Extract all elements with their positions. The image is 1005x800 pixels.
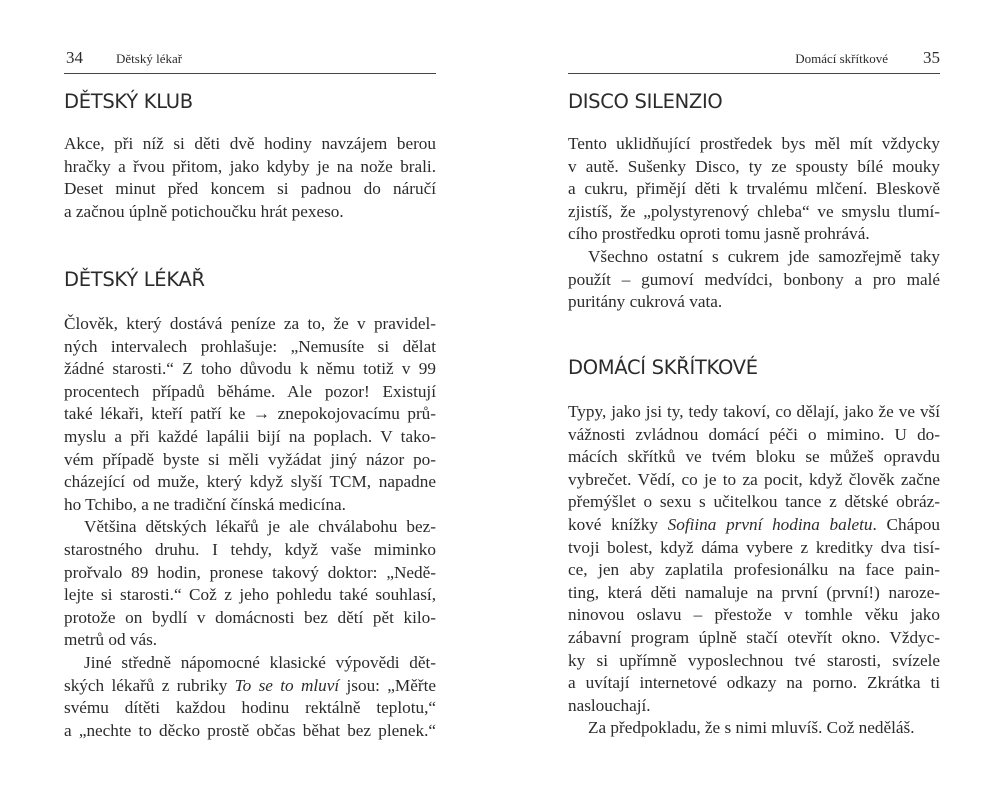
text-run: ských lékařů z rubriky bbox=[64, 675, 235, 695]
text-line: zjistíš, že „polystyrenový chleba“ ve smyslu tlumí- bbox=[568, 201, 940, 221]
text-line: Deset minut před koncem si padnou do náručí bbox=[64, 179, 436, 199]
text-line: Jiné středně nápomocné klasické výpovědi dět- bbox=[84, 652, 436, 672]
text-line: a uvítají internetové odkazy na porno. Zkrátka ti bbox=[568, 673, 940, 693]
text-line: procentech případů běháme. Ale pozor! Existují bbox=[64, 381, 436, 401]
text-line: a „nechte to děcko prostě občas běhat bez plenek.“ bbox=[64, 720, 436, 740]
text-line: Člověk, který dostává peníze za to, že v pravidel- bbox=[64, 314, 436, 333]
text-line: přemýšlet o sexu s učitelkou tance z dětské obráz- bbox=[568, 492, 940, 512]
text-line: a cukru, přimějí děti k trvalému mlčení. Bleskově bbox=[568, 179, 940, 199]
text-line: ting, která děti namaluje na první (první!) naroze- bbox=[568, 582, 940, 602]
text-line: zábavní program úplně stačí otevřít okno. Vždyc- bbox=[568, 627, 940, 647]
text-line: a začnou úplně potichoučku hrát pexeso. bbox=[64, 201, 344, 221]
italic-title: Sofiina první hodina baletu bbox=[667, 514, 873, 534]
page-number: 35 bbox=[923, 48, 940, 67]
running-head bbox=[568, 48, 940, 70]
text-run: . Chápou bbox=[872, 514, 940, 534]
section-heading: DĚTSKÝ LÉKAŘ bbox=[64, 268, 205, 291]
text-line: prořvalo 89 hodin, pronese takový doktor: „Nedě- bbox=[64, 562, 436, 582]
text-line: hračky a řvou přitom, jako kdyby je na nože brali. bbox=[64, 156, 436, 176]
text-line bbox=[568, 514, 940, 537]
text-line: Akce, při níž si děti dvě hodiny navzájem berou bbox=[64, 134, 436, 153]
text-line: vém případě byste si měli vyžádat jiný názor po- bbox=[64, 449, 436, 469]
text-run: jsou: „Měřte bbox=[339, 675, 436, 695]
text-line: Za předpokladu, že s nimi mluvíš. Což neděláš. bbox=[588, 718, 915, 738]
header-rule bbox=[568, 73, 940, 74]
text-line: naslouchají. bbox=[568, 695, 651, 715]
text-line: Všechno ostatní s cukrem jde samozřejmě taky bbox=[588, 246, 940, 266]
text-line: mácích skřítků ve tvém bloku se můžeš opravdu bbox=[568, 447, 940, 467]
text-line: protože on bydlí v domácnosti bez dětí pět kilo- bbox=[64, 607, 436, 627]
text-line: žádné starosti.“ Z toho důvodu k němu totiž v 99 bbox=[64, 359, 436, 379]
text-line: ných intervalech prohlašuje: „Nemusíte si dělat bbox=[64, 336, 436, 356]
text-line: také lékaři, kteří patří ke → znepokojovacímu prů- bbox=[64, 404, 436, 424]
running-head bbox=[64, 48, 436, 70]
text-line: použít – gumoví medvídci, bonbony a pro malé bbox=[568, 269, 940, 289]
text-line: svému dítěti každou hodinu rektálně teplotu,“ bbox=[64, 698, 436, 718]
text-line: Typy, jako jsi ty, tedy takoví, co dělají, jako že ve vší bbox=[568, 402, 940, 421]
text-line: ce, jen aby zaplatila profesionálku na face pain- bbox=[568, 560, 940, 580]
text-line: starostného druhu. I tehdy, když vaše miminko bbox=[64, 539, 436, 559]
text-run: kové knížky bbox=[568, 514, 668, 534]
text-line: cházející od muže, který když slyší TCM, napadne bbox=[64, 472, 436, 492]
italic-title: To se to mluví bbox=[234, 675, 340, 695]
text-line: cího prostředku oproti tomu jasně prohrává. bbox=[568, 224, 870, 244]
running-title: Domácí skřítkové bbox=[795, 51, 888, 66]
text-line: myslu a při každé lapálii bijí na poplach. V tako- bbox=[64, 426, 436, 446]
running-title: Dětský lékař bbox=[116, 51, 183, 66]
header-rule bbox=[64, 73, 436, 74]
page-number: 34 bbox=[66, 48, 83, 67]
section-heading: DĚTSKÝ KLUB bbox=[64, 90, 193, 113]
paragraph bbox=[64, 313, 436, 742]
paragraph bbox=[568, 401, 940, 740]
text-line: lejte si starosti.“ Což z jeho pohledu také souhlasí, bbox=[64, 585, 436, 605]
text-line bbox=[64, 675, 436, 698]
text-line: puritány cukrová vata. bbox=[568, 292, 723, 312]
text-line: ninovou oslavu – přestože v tomhle věku jako bbox=[568, 605, 940, 625]
text-line: v autě. Sušenky Disco, ty ze spousty bílé mouky bbox=[568, 156, 940, 176]
text-line: vážnosti zvládnou domácí péči o mimino. U do- bbox=[568, 424, 940, 444]
section-heading: DISCO SILENZIO bbox=[568, 90, 723, 113]
section-heading: DOMÁCÍ SKŘÍTKOVÉ bbox=[568, 356, 758, 379]
text-line: ho Tchibo, a ne tradiční čínská medicína. bbox=[64, 494, 346, 514]
text-line: vybrečet. Vědí, co je to za pocit, když člověk začne bbox=[568, 469, 940, 489]
text-line: Tento uklidňující prostředek bys měl mít vždycky bbox=[568, 134, 940, 153]
paragraph bbox=[64, 133, 436, 223]
paragraph bbox=[568, 133, 940, 314]
text-line: Většina dětských lékařů je ale chválabohu bez- bbox=[84, 517, 436, 537]
text-line: tvoji bolest, když dáma vybere z kreditky dva tisí- bbox=[568, 537, 940, 557]
text-line: metrů od vás. bbox=[64, 630, 158, 650]
text-line: ky si upřímně vyposlechnou tvé starosti, svízele bbox=[568, 650, 940, 670]
